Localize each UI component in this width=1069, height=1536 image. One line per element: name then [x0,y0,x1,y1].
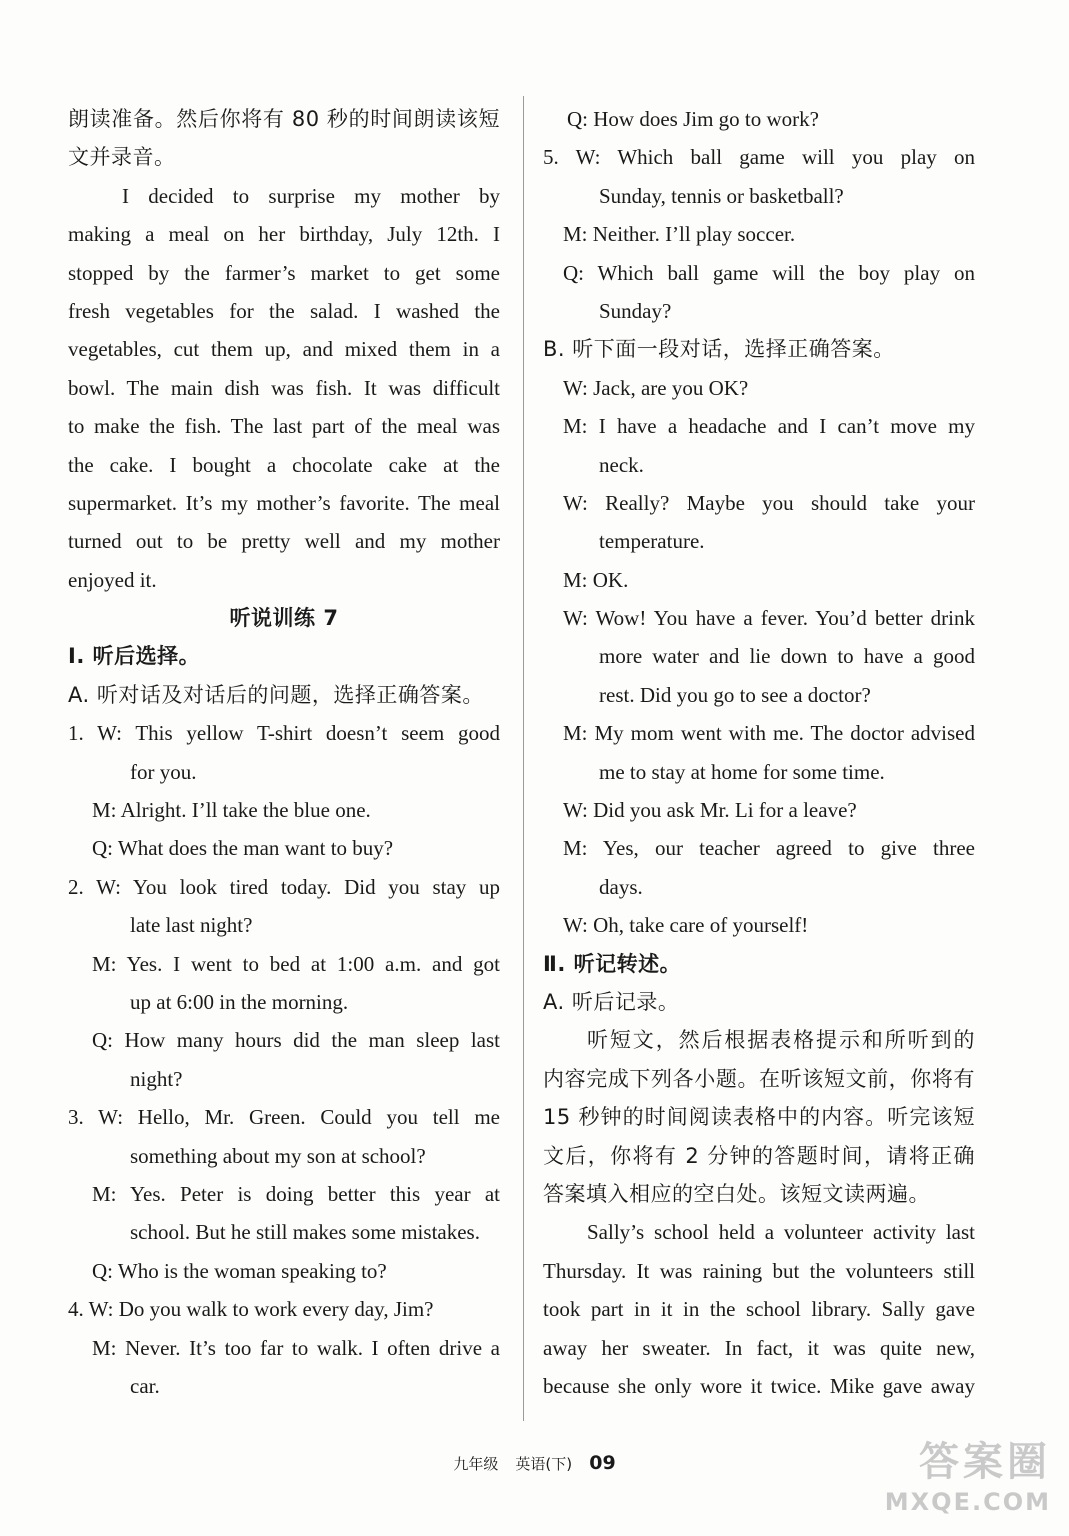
left-column-line: Q: How many hours did the man sleep last [92,1028,500,1053]
footer-subject: 英语(下) [515,1455,573,1473]
left-column-line: bowl. The main dish was fish. It was difficult [68,375,500,400]
left-column-line: up at 6:00 in the morning. [130,989,349,1014]
right-column-line: me to stay at home for some time. [599,759,885,784]
right-column-line: rest. Did you go to see a doctor? [599,682,871,707]
left-column [68,100,500,1405]
left-column-line: 文并录音。 [68,145,176,170]
left-column-line: 听说训练 7 [229,606,339,631]
left-column-line: making a meal on her birthday, July 12th. I [68,222,500,247]
left-column-line: 朗读准备。然后你将有 80 秒的时间朗读该短 [68,107,500,131]
left-column-line: 2. W: You look tired today. Did you stay up [68,874,500,899]
right-column-line: Q: How does Jim go to work? [567,107,819,131]
right-column-line: Thursday. It was raining but the volunteers still [543,1258,975,1283]
right-column-line: 答案填入相应的空白处。该短文读两遍。 [543,1181,930,1206]
watermark-cn: 答案圈 [919,1439,1051,1485]
right-column-line: M: OK. [563,567,629,592]
left-column-line: M: Yes. I went to bed at 1:00 a.m. and got [92,951,500,976]
left-column-line: enjoyed it. [68,567,157,592]
column-divider [523,96,524,1421]
left-column-line: Q: What does the man want to buy? [92,836,394,861]
left-column-line: Q: Who is the woman speaking to? [92,1258,387,1283]
left-column-line: M: Never. It’s too far to walk. I often drive a [92,1335,500,1360]
right-column-line: B. 听下面一段对话，选择正确答案。 [543,337,895,362]
left-column-line: M: Yes. Peter is doing better this year at [92,1181,500,1206]
right-column-line: temperature. [599,529,705,554]
left-column-line: late last night? [130,913,253,938]
right-column-line: Sally’s school held a volunteer activity last [587,1220,975,1245]
watermark-logo [871,1436,1051,1526]
left-column-line: I decided to surprise my mother by [122,183,500,208]
left-column-line: A. 听对话及对话后的问题，选择正确答案。 [68,682,484,707]
left-column-line: car. [130,1373,160,1398]
watermark-en: MXQE.COM [884,1488,1051,1516]
right-column-line: M: Yes, our teacher agreed to give three [563,836,975,861]
left-column-line: to make the fish. The last part of the meal was [68,414,500,439]
right-column-line: M: I have a headache and I can’t move my [563,414,975,439]
left-column-line: school. But he still makes some mistakes. [130,1220,480,1245]
right-column-line: took part in it in the school library. Sally gave [543,1297,975,1322]
left-column-line: something about my son at school? [130,1143,426,1168]
right-column [543,100,975,1405]
left-column-line: M: Alright. I’ll take the blue one. [92,798,371,823]
right-column-line: neck. [599,452,644,477]
right-column-line: 文后，你将有 2 分钟的答题时间，请将正确 [543,1143,975,1168]
right-column-line: W: Really? Maybe you should take your [563,490,975,515]
left-column-line: supermarket. It’s my mother’s favorite. The meal [68,490,500,515]
left-column-line: vegetables, cut them up, and mixed them in a [68,337,500,362]
left-column-line: night? [130,1066,183,1091]
right-column-line: away her sweater. In fact, it was quite new, [543,1335,975,1360]
right-column-line: 内容完成下列各小题。在听该短文前，你将有 [543,1066,975,1091]
right-column-line: W: Jack, are you OK? [563,375,749,400]
left-column-line: the cake. I bought a chocolate cake at the [68,452,500,477]
right-column-line: Sunday, tennis or basketball? [599,183,844,208]
right-column-line: M: Neither. I’ll play soccer. [563,222,796,247]
page-number: 09 [589,1452,616,1474]
left-column-line: for you. [130,759,197,784]
right-column-line: 听短文，然后根据表格提示和所听到的 [587,1028,975,1053]
right-column-line: because she only wore it twice. Mike gave away [543,1373,975,1398]
left-column-line: 3. W: Hello, Mr. Green. Could you tell me [68,1105,500,1130]
right-column-line: Sunday? [599,298,672,323]
right-column-line: W: Wow! You have a fever. You’d better drink [563,606,975,631]
right-column-line: 5. W: Which ball game will you play on [543,145,975,170]
right-column-line: W: Did you ask Mr. Li for a leave? [563,798,857,823]
right-column-line: 15 秒钟的时间阅读表格中的内容。听完该短 [543,1105,975,1130]
right-column-line: M: My mom went with me. The doctor advised [563,721,975,746]
left-column-line: 4. W: Do you walk to work every day, Jim? [68,1297,434,1322]
right-column-line: Ⅱ. 听记转述。 [543,951,682,976]
left-column-line: 1. W: This yellow T-shirt doesn’t seem good [68,721,500,746]
left-column-line: fresh vegetables for the salad. I washed the [68,298,500,323]
left-column-line: Ⅰ. 听后选择。 [68,644,201,669]
right-column-line: W: Oh, take care of yourself! [563,913,809,938]
right-column-line: days. [599,874,643,899]
right-column-line: more water and lie down to have a good [599,644,975,669]
left-column-line: stopped by the farmer’s market to get some [68,260,500,285]
footer-grade: 九年级 [453,1455,499,1473]
right-column-line: Q: Which ball game will the boy play on [563,260,975,285]
right-column-line: A. 听后记录。 [543,989,680,1014]
left-column-line: turned out to be pretty well and my mother [68,529,500,554]
